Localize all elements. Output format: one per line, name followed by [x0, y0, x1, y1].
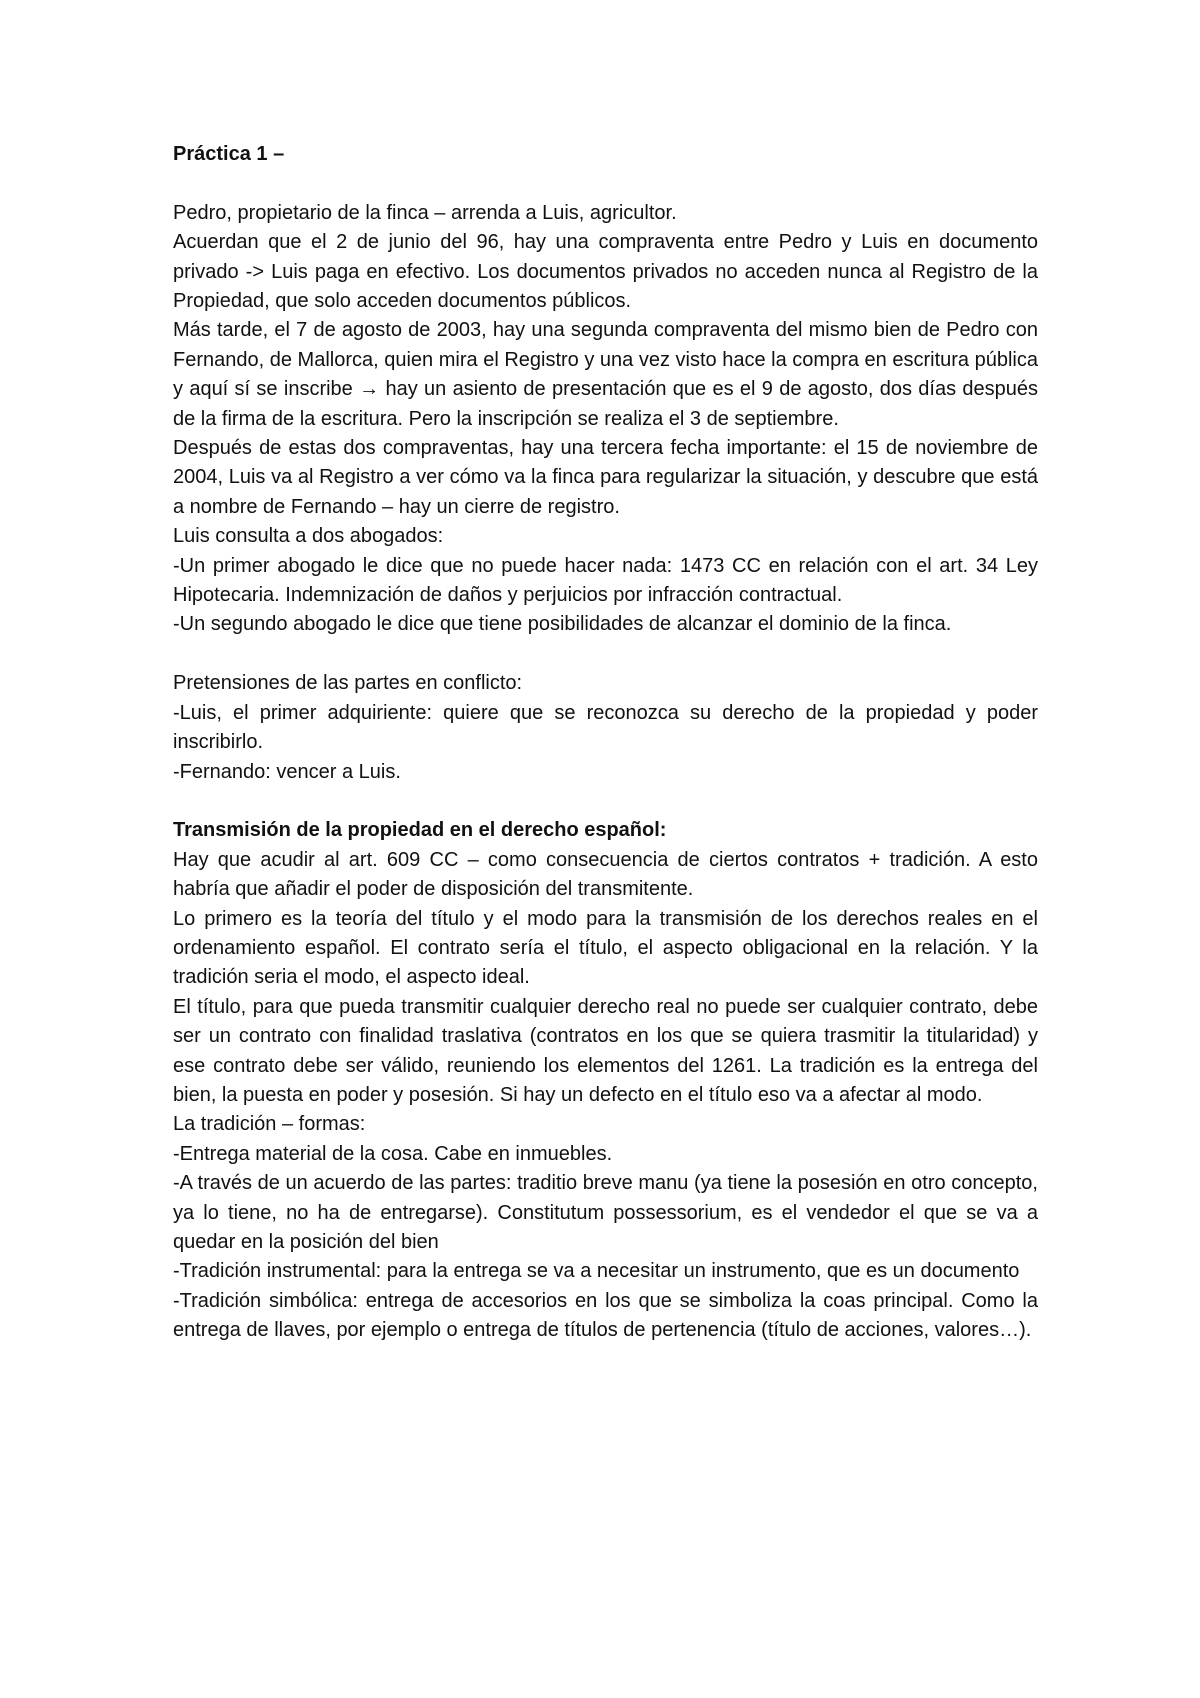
paragraph-second-sale-text: Más tarde, el 7 de agosto de 2003, hay una segunda compraventa del mismo bien de Pedro con Fernando, de Mallorca, quien mira el Registro y una vez visto hace la compra en escritura pública y aquí sí se inscribe: [173, 319, 1038, 401]
arrow-right-icon: →: [359, 378, 380, 401]
paragraph-acuerdo-partes: -A través de un acuerdo de las partes: traditio breve manu (ya tiene la posesión en otro concepto, ya lo tiene, no ha de entregarse). Constitutum possessorium, es el vendedor el que se va a quedar en la posición del bien: [173, 1172, 1038, 1253]
paragraph-claims-intro: Pretensiones de las partes en conflicto:: [173, 672, 523, 695]
paragraph-second-lawyer: -Un segundo abogado le dice que tiene posibilidades de alcanzar el dominio de la finca.: [173, 613, 952, 636]
spacer: [173, 640, 1038, 669]
document-page: [173, 140, 1038, 1346]
paragraph-second-sale: [173, 316, 1038, 434]
document-title: Práctica 1 –: [173, 143, 285, 165]
paragraph-art-609: Hay que acudir al art. 609 CC – como consecuencia de ciertos contratos + tradición. A esto habría que añadir el poder de disposición del transmitente.: [173, 848, 1038, 901]
paragraph-third-date: Después de estas dos compraventas, hay una tercera fecha importante: el 15 de noviembre de 2004, Luis va al Registro a ver cómo va la finca para regularizar la situación, y descubre que está a nombre de Fernando – hay un cierre de registro.: [173, 437, 1038, 518]
paragraph-tradicion-simbolica: -Tradición simbólica: entrega de accesorios en los que se simboliza la coas principal. Como la entrega de llaves, por ejemplo o entrega de títulos de pertenencia (título de acciones, valores…).: [173, 1289, 1038, 1342]
paragraph-first-lawyer: -Un primer abogado le dice que no puede hacer nada: 1473 CC en relación con el art. 34 Ley Hipotecaria. Indemnización de daños y perjuicios por infracción contractual.: [173, 554, 1038, 607]
paragraph-entrega-material: -Entrega material de la cosa. Cabe en inmuebles.: [173, 1142, 613, 1165]
paragraph-titulo: El título, para que pueda transmitir cualquier derecho real no puede ser cualquier contrato, debe ser un contrato con finalidad traslativa (contratos en los que se quiera trasmitir la titularidad) y ese contrato debe ser válido, reuniendo los elementos del 1261. La tradición es la entrega del bien, la puesta en poder y posesión. Si hay un defecto en el título eso va a afectar al modo.: [173, 995, 1038, 1106]
paragraph-first-sale: Acuerdan que el 2 de junio del 96, hay una compraventa entre Pedro y Luis en documento privado -> Luis paga en efectivo. Los documentos privados no acceden nunca al Registro de la Propiedad, que solo acceden documentos públicos.: [173, 231, 1038, 313]
paragraph-claim-luis: -Luis, el primer adquiriente: quiere que se reconozca su derecho de la propiedad y poder inscribirlo.: [173, 701, 1038, 754]
paragraph-titulo-modo: Lo primero es la teoría del título y el modo para la transmisión de los derechos reales en el ordenamiento español. El contrato sería el título, el aspecto obligacional en la relación. Y la tradición seria el modo, el aspecto ideal.: [173, 907, 1038, 989]
paragraph-second-sale-continued: hay un asiento de presentación que es el 9 de agosto, dos días después de la firma de la escritura. Pero la inscripción se realiza el 3 de septiembre.: [173, 378, 1039, 430]
paragraph-tradicion-instrumental: -Tradición instrumental: para la entrega se va a necesitar un instrumento, que es un documento: [173, 1260, 1020, 1283]
paragraph-intro: Pedro, propietario de la finca – arrenda a Luis, agricultor.: [173, 201, 677, 224]
paragraph-lawyers-intro: Luis consulta a dos abogados:: [173, 525, 444, 548]
paragraph-tradicion-formas: La tradición – formas:: [173, 1113, 366, 1136]
section-heading-transmision: Transmisión de la propiedad en el derecho español:: [173, 819, 667, 842]
spacer: [173, 787, 1038, 816]
paragraph-claim-fernando: -Fernando: vencer a Luis.: [173, 760, 401, 783]
